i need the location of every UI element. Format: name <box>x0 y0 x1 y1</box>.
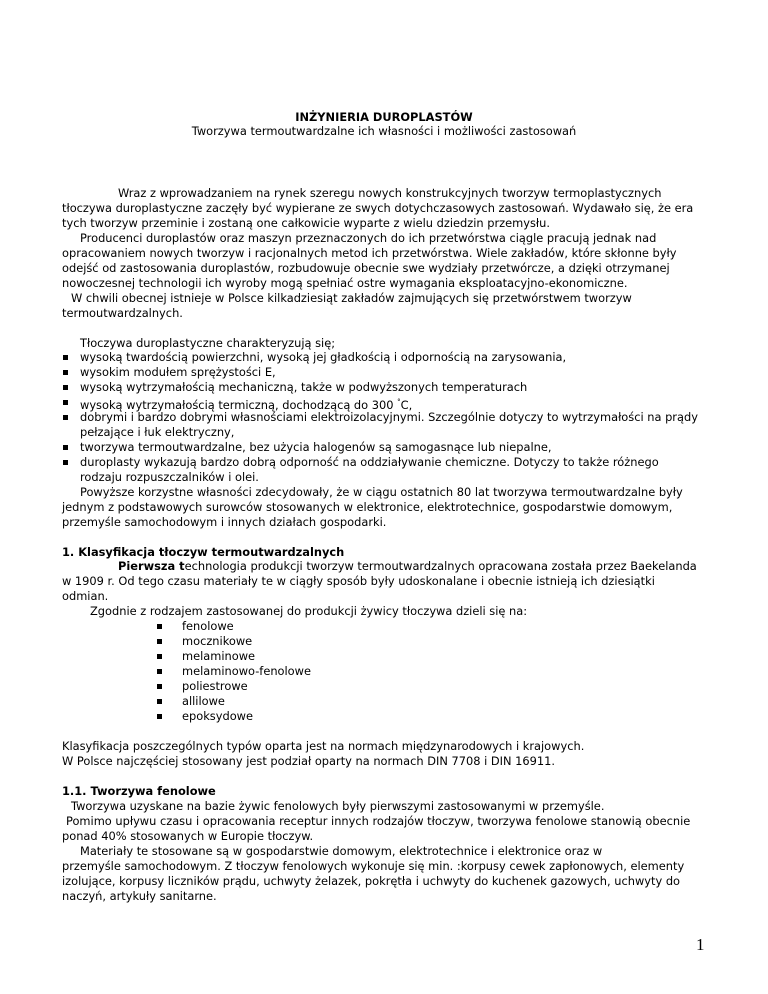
bullet-icon <box>157 684 162 689</box>
list-item-continuation: rodzaju rozpuszczalników i olei. <box>80 470 259 484</box>
list-item: wysokim modułem sprężystości E, <box>80 365 276 379</box>
list-item-continuation: pełzające i łuk elektryczny, <box>80 425 235 439</box>
list-item: melaminowe <box>182 649 256 663</box>
list-item: melaminowo-fenolowe <box>182 664 311 678</box>
text-line: w 1909 r. Od tego czasu materiały te w ciągły sposób były udoskonalane i obecnie istnieją ich dziesiątki <box>62 574 655 588</box>
bullet-icon <box>63 415 68 420</box>
bullet-icon <box>157 699 162 704</box>
list-item: mocznikowe <box>182 634 253 648</box>
bullet-icon <box>157 714 162 719</box>
text-line: Pierwsza technologia produkcji tworzyw termoutwardzalnych opracowana została przez Baekelanda <box>118 559 697 573</box>
text-line: jednym z podstawowych surowców stosowanych w elektronice, elektrotechnice, gospodarstwie domowym, <box>62 500 673 514</box>
text-line: W Polsce najczęściej stosowany jest podział oparty na normach DIN 7708 i DIN 16911. <box>62 754 555 768</box>
text-line: tłoczywa duroplastyczne zaczęły być wypierane ze swych dotychczasowych zastosowań. Wydawało się, że era <box>62 201 694 215</box>
bullet-icon <box>157 639 162 644</box>
list-intro: Tłoczywa duroplastyczne charakteryzują się; <box>80 336 336 350</box>
text-line: Producenci duroplastów oraz maszyn przeznaczonych do ich przetwórstwa ciągle pracują jednak nad <box>80 231 657 245</box>
text-line: odejść od zastosowania duroplastów, rozbudowuje obecnie swe wydziały przetwórcze, a dzięki otrzymanej <box>62 261 670 275</box>
text-line: Zgodnie z rodzajem zastosowanej do produkcji żywicy tłoczywa dzieli się na: <box>90 604 528 618</box>
text-line: Klasyfikacja poszczególnych typów oparta jest na normach międzynarodowych i krajowych. <box>62 739 585 753</box>
text-line: nowoczesnej technologii ich wyroby mogą spełniać ostre wymagania eksploatacyjno-ekonomiczne. <box>62 276 628 290</box>
list-item: wysoką wytrzymałością mechaniczną, także w podwyższonych temperaturach <box>80 380 528 394</box>
list-item: allilowe <box>182 694 225 708</box>
list-item: tworzywa termoutwardzalne, bez użycia halogenów są samogasnące lub niepalne, <box>80 440 552 454</box>
list-item: epoksydowe <box>182 709 254 723</box>
text-line: Pomimo upływu czasu i opracowania receptur innych rodzajów tłoczyw, tworzywa fenolowe stanowią obecnie <box>66 814 691 828</box>
text-line: Tworzywa uzyskane na bazie żywic fenolowych były pierwszymi zastosowanymi w przemyśle. <box>71 799 605 813</box>
text-line: tych tworzyw przeminie i zostaną one całkowicie wyparte z wielu dziedzin przemysłu. <box>62 216 550 230</box>
text-line: Materiały te stosowane są w gospodarstwie domowym, elektrotechnice i elektronice oraz w <box>80 844 603 858</box>
list-item: duroplasty wykazują bardzo dobrą odporność na oddziaływanie chemiczne. Dotyczy to także różnego <box>80 455 659 469</box>
text-line: W chwili obecnej istnieje w Polsce kilkadziesiąt zakładów zajmujących się przetwórstwem tworzyw <box>71 291 632 305</box>
text-line: ponad 40% stosowanych w Europie tłoczyw. <box>62 829 314 843</box>
text-line: przemyśle samochodowym. Z tłoczyw fenolowych wykonuje się min. :korpusy cewek zapłonowych, elementy <box>62 859 685 873</box>
page-number: 1 <box>696 935 705 954</box>
bullet-icon <box>157 669 162 674</box>
section-heading: 1. Klasyfikacja tłoczyw termoutwardzalnych <box>62 545 345 559</box>
bullet-icon <box>63 400 68 405</box>
document-subtitle: Tworzywa termoutwardzalne ich własności i możliwości zastosowań <box>191 124 577 138</box>
list-item: wysoką twardością powierzchni, wysoką jej gładkością i odpornością na zarysowania, <box>80 350 567 364</box>
text-line: Powyższe korzystne własności zdecydowały, że w ciągu ostatnich 80 lat tworzywa termoutwardzalne były <box>80 485 683 499</box>
text-line: izolujące, korpusy liczników prądu, uchwyty żelazek, pokrętła i uchwyty do kuchenek gazowych, uchwyty do <box>62 874 681 888</box>
list-item: poliestrowe <box>182 679 248 693</box>
list-item: dobrymi i bardzo dobrymi własnościami elektroizolacyjnymi. Szczególnie dotyczy to wytrzymałości na prądy <box>80 410 698 424</box>
text-line: termoutwardzalnych. <box>62 306 183 320</box>
text-line: Wraz z wprowadzaniem na rynek szeregu nowych konstrukcyjnych tworzyw termoplastycznych <box>118 186 662 200</box>
bullet-icon <box>63 385 68 390</box>
bullet-icon <box>63 460 68 465</box>
section-heading: 1.1. Tworzywa fenolowe <box>62 784 216 798</box>
document-title: INŻYNIERIA DUROPLASTÓW <box>295 110 473 124</box>
text-line: odmian. <box>62 589 109 603</box>
bullet-icon <box>63 370 68 375</box>
list-item: fenolowe <box>182 619 234 633</box>
bullet-icon <box>157 654 162 659</box>
bullet-icon <box>63 355 68 360</box>
bullet-icon <box>157 624 162 629</box>
bullet-icon <box>63 445 68 450</box>
list-item: wysoką wytrzymałością termiczną, dochodzącą do 300 °C, <box>80 397 413 412</box>
text-line: opracowaniem nowych tworzyw i racjonalnych metod ich przetwórstwa. Wiele zakładów, które skłonne były <box>62 246 677 260</box>
text-line: przemyśle samochodowym i innych działach gospodarki. <box>62 515 387 529</box>
text-line: naczyń, artykuły sanitarne. <box>62 889 217 903</box>
